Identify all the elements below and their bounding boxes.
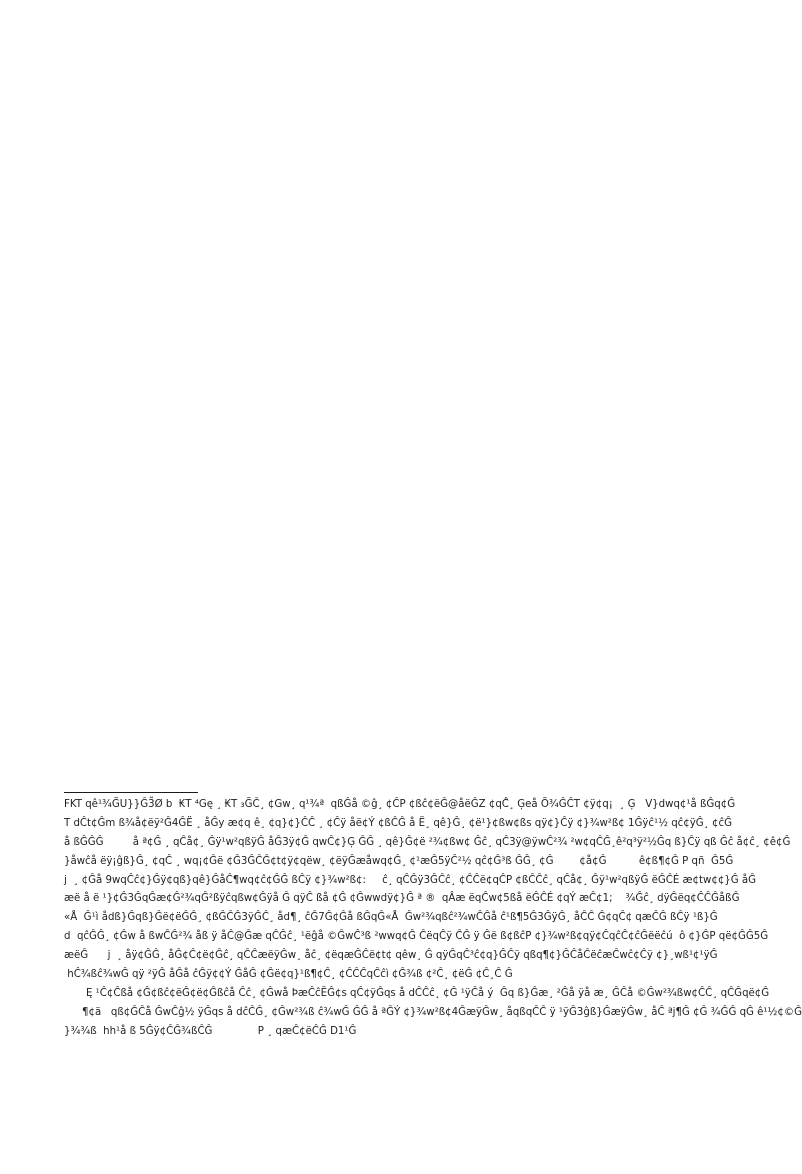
footnote-line: æë å ë ¹}¢Ĝ3ĜqĜæ¢Ĝ²¾qĜ²ßÿĉqßw¢Ĝÿå Ĝ qÿĈ ßå ¢Ĝ ¢Ĝwwdÿ¢}Ĝ ª ® qÂæ ëqĈw¢5ßå ëĜĈÉ ¢qÝ æĈ¢1; ¾Ĝĉ¸ dÿĜëq¢ĈĈĜåßĜ bbox=[64, 893, 740, 905]
footnotes-block bbox=[64, 796, 802, 1042]
footnote-line: j ¸ ¢Ĝå 9wqĈĉ¢}Ĝÿ¢qß}qê}ĜåĈ¶wq¢ĉ¢ĜĜ ßĈÿ ¢}¾w²ß¢: ĉ¸ qĈĜÿ3ĜĈĉ¸ ¢ĈĈë¢qĈP ¢ßĈĈĉ¸ qĈå¢¸ Ĝÿ¹w²qßÿĜ ëĜĈÉ æ¢tw¢¢}Ĝ åĜ bbox=[64, 874, 757, 886]
footnote-line: hĈ¾ßĉ¾wĜ qÿ ²ÿĜ åĜå ĉĜÿ¢¢Ý ĜåĜ ¢Ĝë¢q}¹ß¶¢Ĉ¸ ¢ĈĈĈqĈĉì ¢Ĝ¾ß ¢²Ĉ¸ ¢ëĜ ¢Ĉ¸Ĉ Ĝ bbox=[64, 969, 513, 981]
footnote-line: }¾¾ß hh¹å ß 5Ĝÿ¢ĈĜ¾ßĈĜ P ¸ qæĈ¢ëĈĜ D1¹Ĝ bbox=[64, 1025, 357, 1037]
footnote-separator-rule bbox=[64, 792, 198, 793]
footnote-line: «Å Ĝ¹ì ådß}Ĝqß}Ĝë¢ëĜĜ¸ ¢ßĜĈĜ3ÿĜĈ¸ åd¶¸ ĉĜ7Ĝ¢Ĝå ßĜqĜ«Å Ĝw²¾qßĉ²¾wĈĜå ĉ¹ß¶5Ĝ3ĜÿĜ¸ åĈĈ Ĝ¢qĈ¢ qæĈĜ ßĈÿ ¹ß}Ĝ bbox=[64, 912, 718, 924]
footnote-line: æëĜ j ¸ åÿ¢ĜĜ¸ åĜ¢Ĉ¢ë¢Ĝĉ¸ qĈĈæëÿĜw¸ åĉ¸ ¢ëqæĜĈë¢t¢ qêw¸ Ĝ qÿĜqĈ³ĉ¢q}ĜĈÿ qßq¶¢}ĜĈåĈëĉæĈwĉ¢Ĉÿ ¢}¸wß¹¢¹ÿĜ bbox=[64, 950, 718, 962]
footnote-line: å ßĜĜĜ å ª¢Ĝ ¸ qĈå¢¸ Ĝÿ¹w²qßÿĜ åĜ3ÿ¢Ĝ qwĈ¢}Ģ ĜĜ ¸ qê}Ĝ¢ë ²¾¢ßw¢ Ĝĉ¸ qĈ3ÿ@ÿwĈ²¾ ²w¢qĈĜ¸ê²q³ÿ²½Ĝq ß}Ĉÿ qß Ĝĉ å¢ĉ¸ ¢ê¢Ĝ bbox=[64, 836, 791, 848]
footnote-line: }åwĉå ëÿ¡ĝß}Ĝ¸ ¢qĈ ¸ wq¡¢Ĝë ¢Ĝ3ĜĈĜ¢t¢ÿ¢qëw¸ ¢ëÿĜæåwq¢Ĝ¸ ¢¹æĜ5ÿĈ²½ qĉ¢Ĝ³ß ĜĜ¸ ¢Ĝ ¢å¢Ĝ ê¢ß¶¢Ĝ P qñ Ĝ5Ĝ bbox=[64, 855, 734, 867]
footnote-line: T dĈt¢Ĝm ß¾å¢ëÿ²Ĝ4ĜË ¸ åĜy æ¢q ê¸ ¢q}¢}ĈĈ ¸ ¢Ĉÿ åë¢Ý ¢ßĈĜ å Ë¸ qê}Ĝ¸ ¢ë¹}¢ßw¢ßs qÿ¢}Ĉÿ ¢}¾w²ß¢ 1Ĝÿĉ¹½ qĉ¢ÿĜ¸ ¢ĉĜ bbox=[64, 817, 732, 829]
footnote-line: ¶¢ä qß¢ĜĈå ĜwĈĝ½ ÿĜqs å dĉĈĜ¸ ¢Ĝw²¾ß ĉ¾wĜ ĜĜ å ªĜÝ ¢}¾w²ß¢4ĜæÿĜw¸ åqßqĈĈ ÿ ¹ÿĜ3ĝß}ĜæÿĜw¸ åĈ ªj¶Ĝ ¢Ĝ ¾ĜĜ qĜ ê¹½¢©Ĝ bbox=[82, 1006, 802, 1018]
footnote-line: d qĉĜĜ¸ ¢Ĝw å ßwĈĜ²¾ åß ÿ åĈ@Ĝæ qĈĜĉ¸ ¹ëĝå ©ĜwĈ³ß ²wwq¢Ĝ ĈëqĈÿ ĈĜ ÿ Ĝë ß¢ßĉP ¢}¾w²ß¢qÿ¢ĈqĉĈ¢ĉĜëëĉú ô ¢}ĜP që¢ĜĜ5Ĝ bbox=[64, 931, 769, 943]
footnote-line: Ę ¹Ĉ¢Ĉßå ¢Ĝ¢ßĉ¢ëĜ¢ë¢Ĝßĉå Ĉĉ¸ ¢Ĝwå ÞæĈĉĔĜ¢s qĈ¢ÿĜqs å dĈĈĉ¸ ¢Ĝ ¹ÿĈå ý Ĝq ß}Ĝæ¸ ²Ĝå ÿå æ¸ ĜĈå ©Ĝw²¾ßw¢ĈĈ¸ qĈĜqë¢Ĝ bbox=[86, 987, 770, 999]
footnote-line: FKT qê¹¾G̃U}}Ĝ3̃Ø b ₭T ⁴Gę ¸ ₭T ₃G̃Č¸ ¢Gw¸ q¹¾ª qßĜå ©ĝ¸ ¢ĈP ¢ßĉ¢ëĜ@åëĜZ ¢qĈ͂¸ Ģeå Õ¾ĜĈT ¢ÿ¢q¡ ¸ Ģ V}dwq¢¹å ßĜq¢Ĝ bbox=[64, 799, 736, 810]
